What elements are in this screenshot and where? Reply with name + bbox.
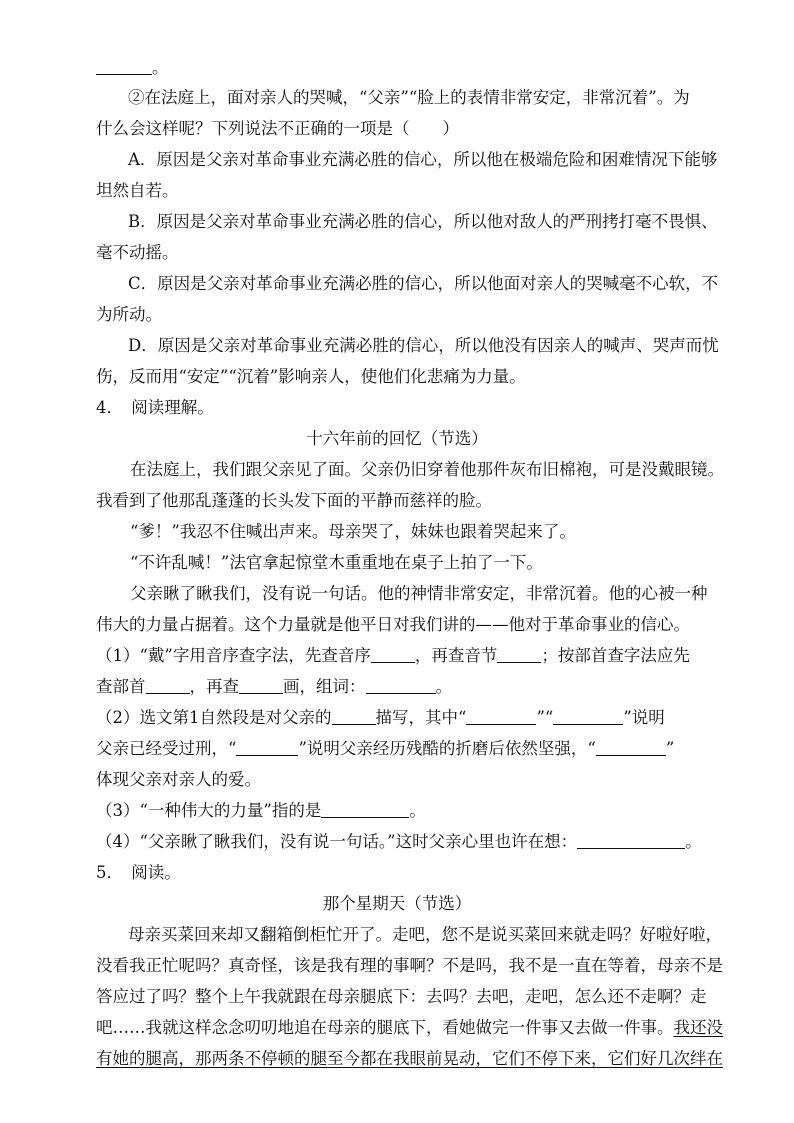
answer-blank[interactable] (466, 708, 536, 725)
passage-1-para-1-line-2: 我看到了他那乱蓬蓬的长头发下面的平静而慈祥的脸。 (96, 491, 492, 510)
answer-blank[interactable] (497, 646, 541, 663)
question-5-heading: 5． 阅读。 (96, 863, 181, 882)
answer-blank[interactable] (366, 677, 436, 694)
answer-line-tail (96, 56, 700, 80)
passage-1-para-1-line-1: 在法庭上，我们跟父亲见了面。父亲仍旧穿着他那件灰布旧棉袍，可是没戴眼镜。 (130, 460, 724, 479)
passage-1-para-4-line-1: 父亲瞅了瞅我们，没有说一句话。他的神情非常安定，非常沉着。他的心被一种 (130, 584, 708, 603)
option-b-line-1: B．原因是父亲对革命事业充满必胜的信心，所以他对敌人的严刑拷打毫不畏惧、 (128, 212, 718, 231)
answer-blank[interactable] (96, 58, 152, 75)
text: 父亲已经受过刑，“ (96, 739, 237, 758)
text: 画，组词： (283, 677, 366, 696)
sub-question-2-line-1 (96, 706, 700, 730)
passage-title-1: 十六年前的回忆（节选） (306, 429, 488, 448)
answer-blank[interactable] (239, 677, 283, 694)
sub-question-1-line-1 (96, 644, 700, 668)
text: ；按部首查字法应先 (541, 646, 690, 665)
passage-1-para-2: “爹！”我忍不住喊出声来。母亲哭了，妹妹也跟着哭起来了。 (130, 522, 576, 541)
answer-blank[interactable] (577, 832, 685, 849)
text: ”“ (536, 708, 554, 727)
answer-blank[interactable] (332, 708, 376, 725)
option-d-line-2: 伤，反而用“安定”“沉着”影响亲人，使他们化悲痛为力量。 (96, 367, 526, 386)
text: 。 (409, 801, 426, 820)
text: 。 (152, 58, 169, 77)
passage-1-para-4-line-2: 伟大的力量占据着。这个力量就是他平日对我们讲的——他对于革命事业的信心。 (96, 615, 690, 634)
text: ，再查音节 (414, 646, 498, 665)
text: ” (665, 739, 675, 758)
option-c-line-1: C．原因是父亲对革命事业充满必胜的信心，所以他面对亲人的哭喊毫不心软，不 (128, 274, 719, 293)
text: 。 (435, 677, 452, 696)
text: 描写，其中“ (375, 708, 467, 727)
text: （1）“戴”字用音序查字法，先查音序 (96, 646, 371, 665)
passage-2-line-2: 没看我正忙呢吗？真奇怪，该是我有理的事啊？不是吗，我不是一直在等着，母亲不是 (96, 956, 723, 975)
text: （4）“父亲瞅了瞅我们，没有说一句话。”这时父亲心里也许在想： (96, 832, 578, 851)
answer-blank[interactable] (371, 646, 415, 663)
passage-2-line-5-underlined: 有她的腿高，那两条不停顿的腿至今都在我眼前晃动，它们不停下来，它们好几次绊在 (96, 1049, 723, 1068)
option-c-line-2: 为所动。 (96, 305, 162, 324)
sub-question-2-line-3: 体现父亲对亲人的爱。 (96, 770, 261, 789)
sub-question-1-line-2 (96, 675, 700, 699)
answer-blank[interactable] (321, 801, 409, 818)
passage-title-2: 那个星期天（节选） (322, 894, 472, 913)
passage-2-line-4 (96, 1016, 723, 1040)
answer-blank[interactable] (146, 677, 190, 694)
question-2-line-1: ②在法庭上，面对亲人的哭喊，“父亲”“脸上的表情非常安定，非常沉着”。为 (128, 88, 690, 107)
text: 。 (685, 832, 702, 851)
passage-2-line-3: 答应过了吗？整个上午我就跟在母亲腿底下：去吗？去吧，走吧，怎么还不走啊？走 (96, 987, 707, 1006)
passage-1-para-3: “不许乱喊！”法官拿起惊堂木重重地在桌子上拍了一下。 (130, 553, 543, 572)
option-d-line-1: D．原因是父亲对革命事业充满必胜的信心，所以他没有因亲人的喊声、哭声而忧 (128, 336, 719, 355)
sub-question-2-line-2 (96, 737, 700, 761)
answer-blank[interactable] (553, 708, 623, 725)
sub-question-4 (96, 830, 700, 854)
text: ”说明 (623, 708, 665, 727)
sub-question-3 (96, 799, 700, 823)
option-a-line-1: A．原因是父亲对革命事业充满必胜的信心，所以他在极端危险和困难情况下能够 (128, 150, 718, 169)
question-4-heading: 4． 阅读理解。 (96, 398, 214, 417)
option-a-line-2: 坦然自若。 (96, 181, 179, 200)
answer-blank[interactable] (596, 739, 666, 756)
answer-blank[interactable] (236, 739, 298, 756)
text: ，再查 (189, 677, 239, 696)
passage-2-line-1: 母亲买菜回来却又翻箱倒柜忙开了。走吧，您不是说买菜回来就走吗？好啦好啦， (128, 925, 722, 944)
question-2-line-2: 什么会这样呢？下列说法不正确的一项是（ ） (96, 119, 459, 138)
text: ”说明父亲经历残酷的折磨后依然坚强，“ (298, 739, 596, 758)
option-b-line-2: 毫不动摇。 (96, 243, 179, 262)
text: （2）选文第1自然段是对父亲的 (96, 708, 332, 727)
text: 查部首 (96, 677, 146, 696)
text: 吧……我就这样念念叨叨地追在母亲的腿底下，看她做完一件事又去做一件事。 (96, 1018, 674, 1037)
text: （3）“一种伟大的力量”指的是 (96, 801, 322, 820)
underlined-text: 我还没 (673, 1018, 723, 1037)
